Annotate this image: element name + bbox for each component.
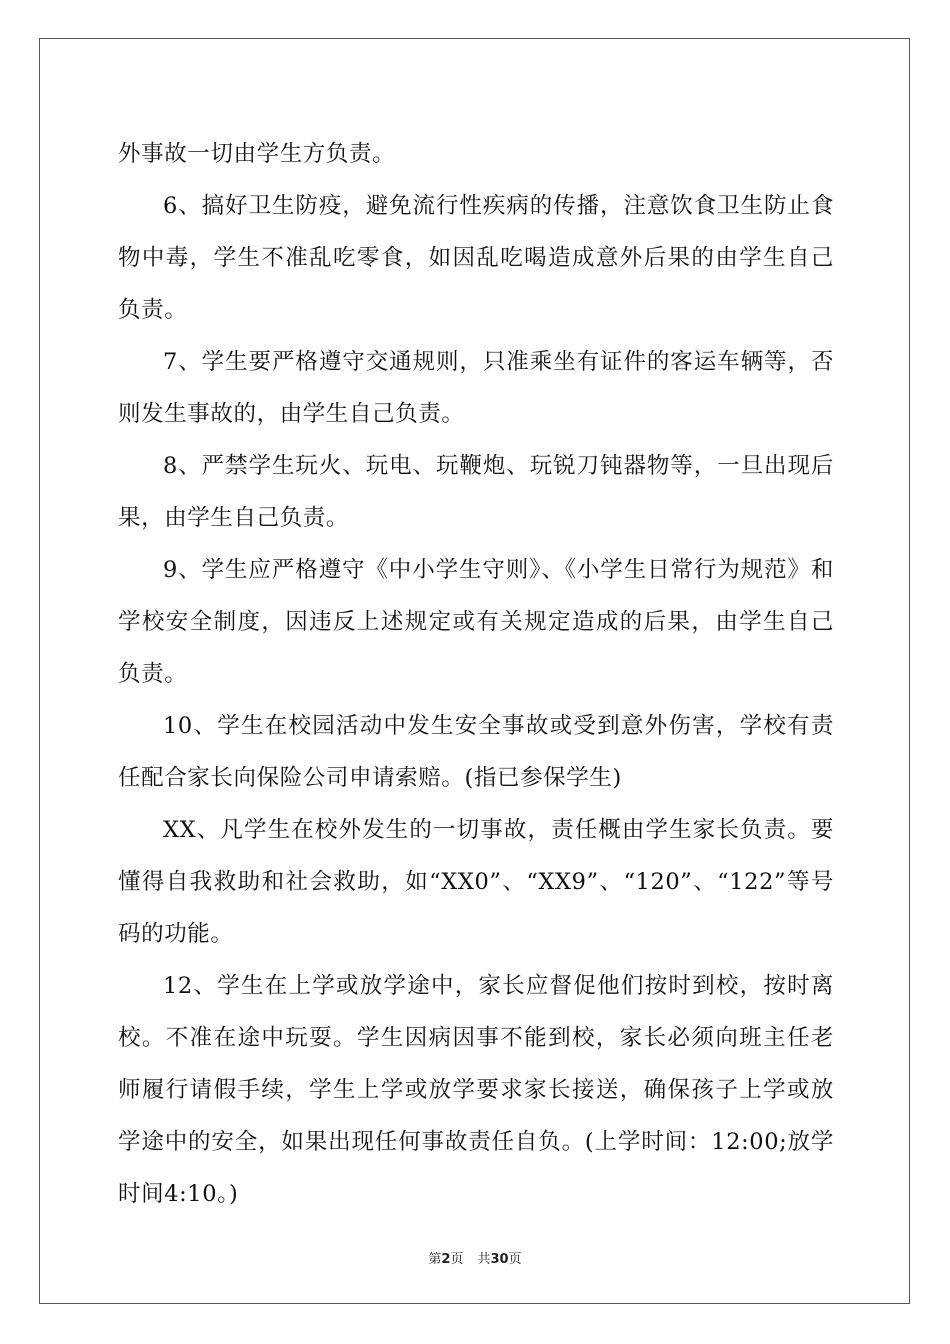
paragraph-8: 12、学生在上学或放学途中，家长应督促他们按时到校，按时离校。不准在途中玩耍。学生因病因事不能到校，家长必须向班主任老师履行请假手续，学生上学或放学要求家长接送，确保孩子上学或放学途中的安全，如果出现任何事故责任自负。(上学时间：12:00;放学时间4:10。) <box>118 973 834 1207</box>
paragraph-3: 7、学生要严格遵守交通规则，只准乘坐有证件的客运车辆等，否则发生事故的，由学生自己负责。 <box>118 349 834 427</box>
paragraph-5: 9、学生应严格遵守《中小学生守则》、《小学生日常行为规范》和学校安全制度，因违反上述规定或有关规定造成的后果，由学生自己负责。 <box>118 557 834 687</box>
paragraph-7: XX、凡学生在校外发生的一切事故，责任概由学生家长负责。要懂得自我救助和社会救助，如“XX0”、“XX9”、“120”、“122”等号码的功能。 <box>118 817 834 947</box>
paragraph-6: 10、学生在校园活动中发生安全事故或受到意外伤害，学校有责任配合家长向保险公司申请索赔。(指已参保学生) <box>118 713 834 791</box>
page-number: 2 <box>441 1252 451 1267</box>
page-suffix: 页 <box>450 1252 464 1267</box>
paragraph-4: 8、严禁学生玩火、玩电、玩鞭炮、玩锐刀钝器物等，一旦出现后果，由学生自己负责。 <box>118 453 834 531</box>
page-prefix: 第 <box>428 1252 442 1267</box>
paragraph-1: 外事故一切由学生方负责。 <box>118 141 396 167</box>
total-suffix: 页 <box>508 1252 522 1267</box>
paragraph-2: 6、搞好卫生防疫，避免流行性疾病的传播，注意饮食卫生防止食物中毒，学生不准乱吃零食，如因乱吃喝造成意外后果的由学生自己负责。 <box>118 193 834 323</box>
document-body <box>118 128 834 1220</box>
total-pages: 30 <box>490 1252 509 1267</box>
total-prefix: 共 <box>477 1252 491 1267</box>
page-footer <box>0 1248 950 1267</box>
